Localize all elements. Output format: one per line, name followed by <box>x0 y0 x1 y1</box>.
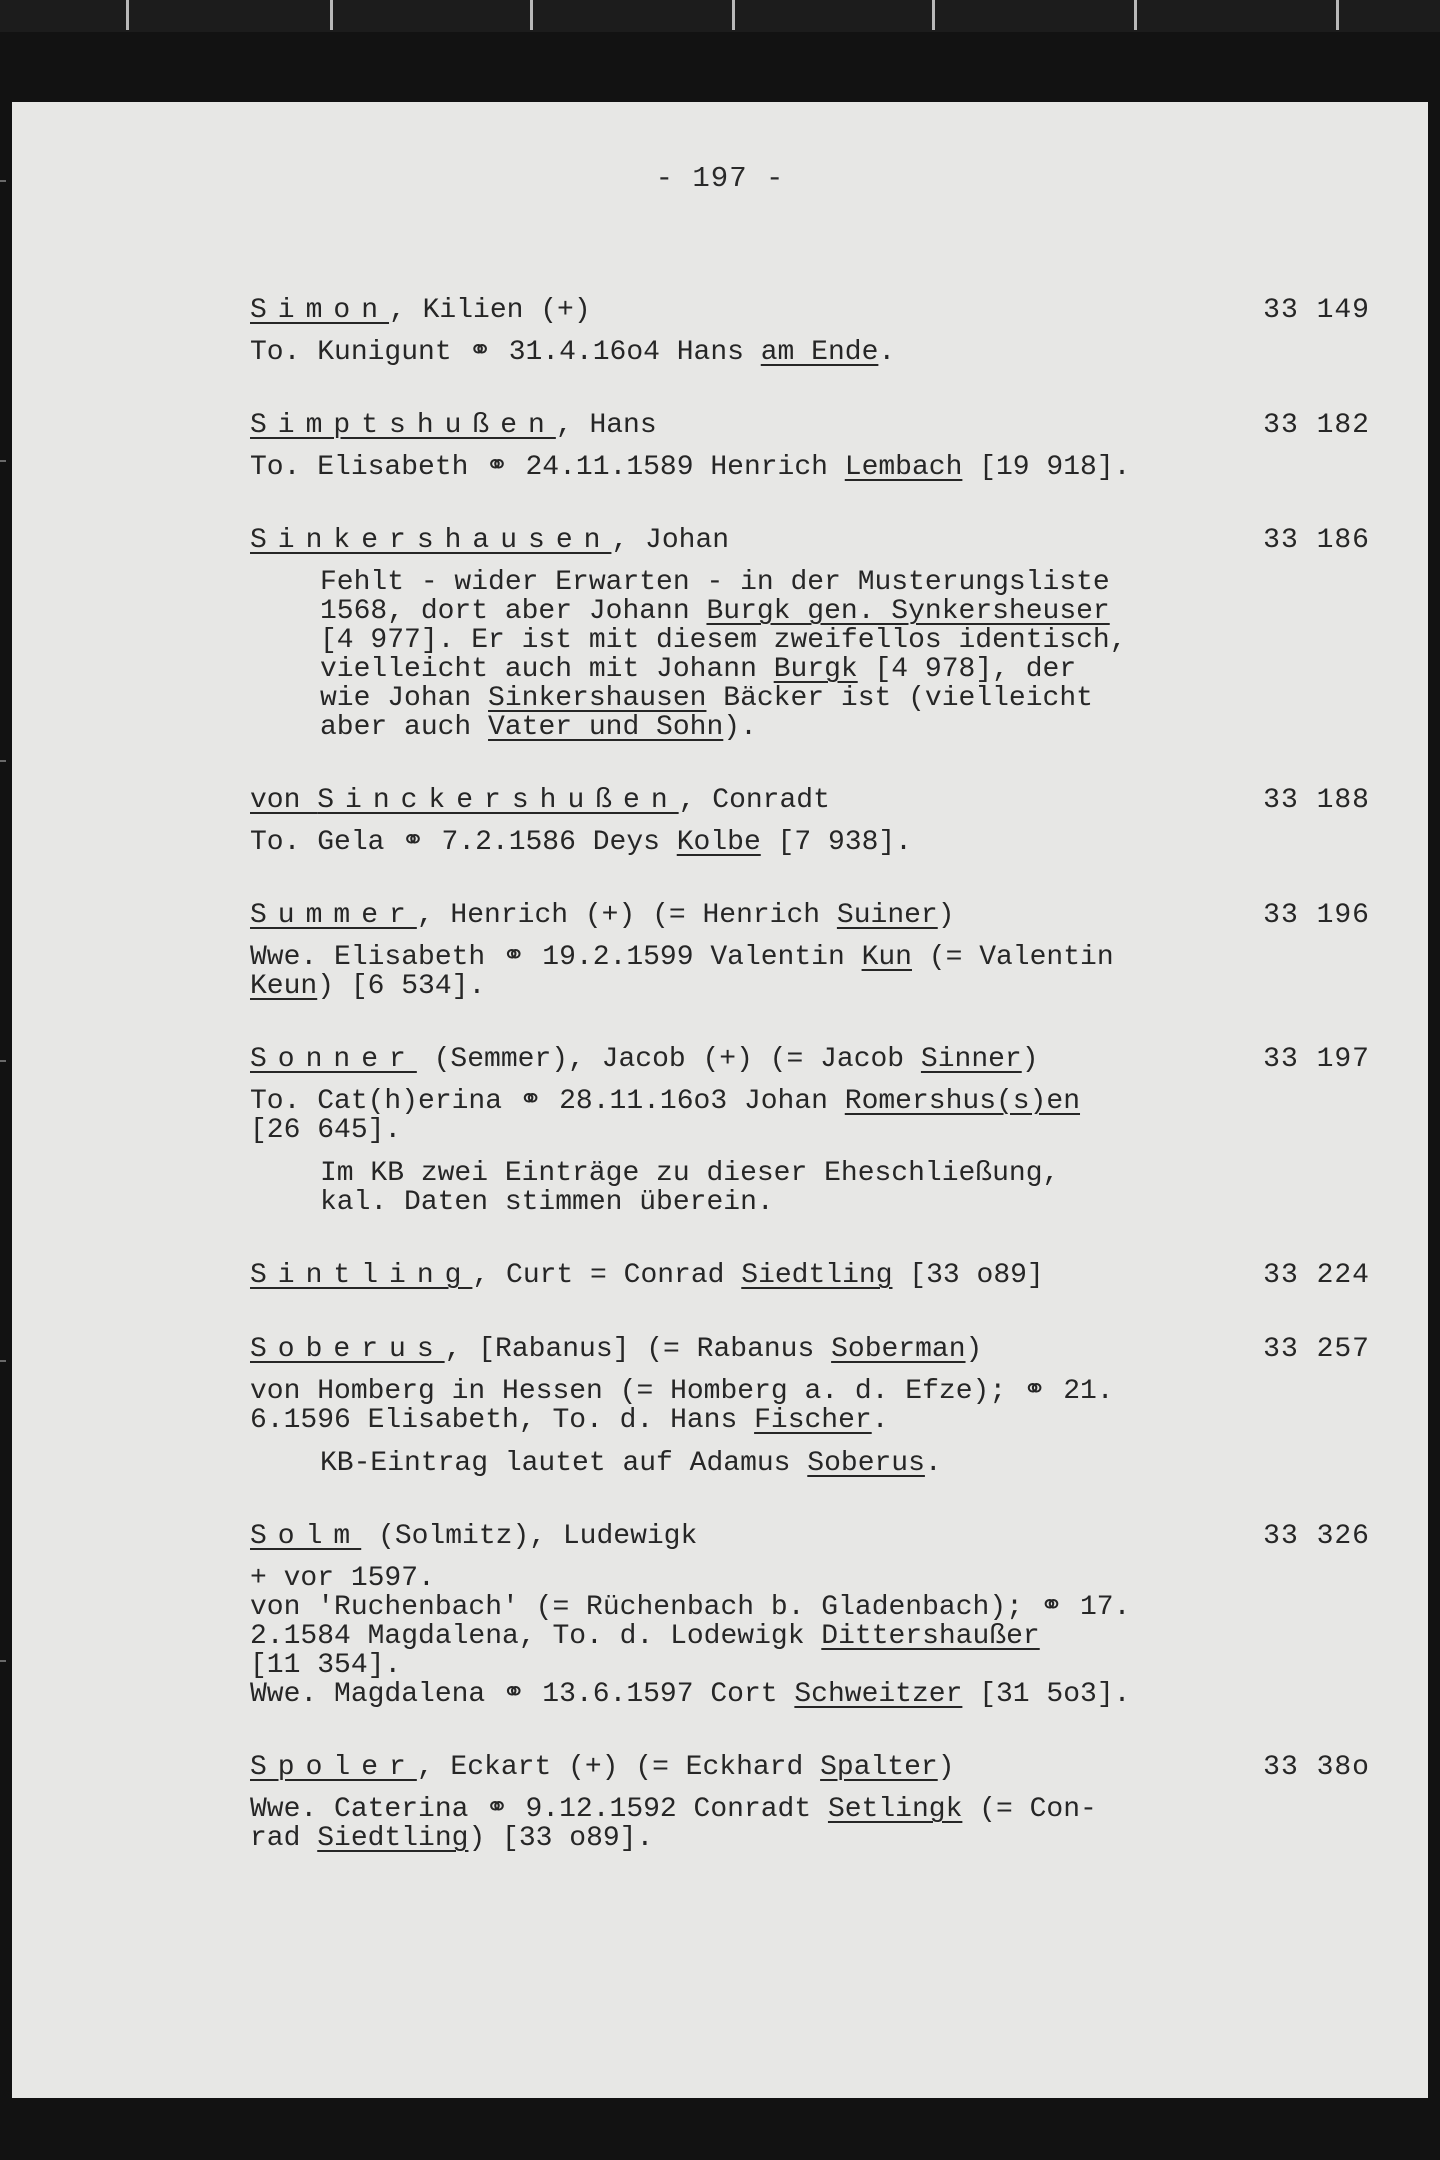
entry-text <box>250 943 1370 1001</box>
page-number: - 197 - <box>655 162 785 195</box>
entry-text <box>250 1087 1370 1145</box>
text-line: Wwe. Caterina ⚭ 9.12.1592 Conradt Setlingk (= Con- <box>250 1794 1097 1825</box>
variant-name: Soberman <box>831 1334 966 1365</box>
variant-name: Siedtling <box>741 1260 893 1291</box>
entry-number: 33 197 <box>1263 1044 1370 1075</box>
variant-name: Sinner <box>920 1044 1022 1075</box>
film-tick <box>1336 0 1339 30</box>
surname: Spoler <box>250 1752 417 1783</box>
register-entry <box>250 1335 1370 1478</box>
entry-heading <box>250 901 1370 931</box>
heading-suffix: [33 o89] <box>892 1260 1044 1291</box>
note-line: wie Johan Sinkershausen Bäcker ist (vielleicht <box>320 683 1093 714</box>
register-entry <box>250 1522 1370 1709</box>
underlined-name: Fischer <box>754 1405 872 1436</box>
text-line: Wwe. Elisabeth ⚭ 19.2.1599 Valentin Kun (= Valentin <box>250 942 1114 973</box>
film-tick <box>732 0 735 30</box>
text-line: [11 354]. <box>250 1650 402 1681</box>
given-name: , Kilien (+) <box>389 295 591 326</box>
given-name: (Solmitz), Ludewigk <box>361 1521 698 1552</box>
entry-note <box>250 568 1370 742</box>
underlined-name: Siedtling <box>317 1823 469 1854</box>
text-line: To. Gela ⚭ 7.2.1586 Deys Kolbe [7 938]. <box>250 827 912 858</box>
register-entry <box>250 411 1370 482</box>
entry-note <box>250 1449 1370 1478</box>
underlined-name: Vater und Sohn <box>488 712 724 743</box>
underlined-name: Kolbe <box>676 827 761 858</box>
register-entry <box>250 296 1370 367</box>
entry-number: 33 326 <box>1263 1521 1370 1552</box>
register-entry <box>250 526 1370 742</box>
note-line: KB-Eintrag lautet auf Adamus Soberus. <box>320 1448 942 1479</box>
surname: Sinckershußen <box>317 785 679 816</box>
text-line: 2.1584 Magdalena, To. d. Lodewigk Dittershaußer <box>250 1621 1040 1652</box>
note-line: vielleicht auch mit Johann Burgk [4 978], der <box>320 654 1077 685</box>
given-name: , Hans <box>555 410 657 441</box>
entry-heading <box>250 296 1370 326</box>
note-line: Im KB zwei Einträge zu dieser Eheschließung, <box>320 1158 1060 1189</box>
film-tick <box>1134 0 1137 30</box>
entry-heading <box>250 1335 1370 1365</box>
film-tick <box>932 0 935 30</box>
film-edge-mark <box>0 460 6 462</box>
register-entry <box>250 1753 1370 1853</box>
entry-text <box>250 1377 1370 1435</box>
text-line: von 'Ruchenbach' (= Rüchenbach b. Gladenbach); ⚭ 17. <box>250 1592 1131 1623</box>
heading-suffix: ) <box>965 1334 983 1365</box>
film-edge-mark <box>0 180 6 182</box>
surname: Solm <box>250 1521 362 1552</box>
entry-heading <box>250 786 1370 816</box>
note-line: 1568, dort aber Johann Burgk gen. Synkersheuser <box>320 596 1110 627</box>
text-line: To. Cat(h)erina ⚭ 28.11.16o3 Johan Romershus(s)en <box>250 1086 1081 1117</box>
entry-text <box>250 1564 1370 1709</box>
given-name: , Eckart (+) (= Eckhard <box>416 1752 821 1783</box>
underlined-name: am Ende <box>760 337 879 368</box>
surname: Soberus <box>250 1334 445 1365</box>
surname: Sintling <box>250 1260 473 1291</box>
entry-text <box>250 828 1370 857</box>
given-name: (Semmer), Jacob (+) (= Jacob <box>416 1044 921 1075</box>
text-line: Wwe. Magdalena ⚭ 13.6.1597 Cort Schweitzer [31 5o3]. <box>250 1679 1131 1710</box>
film-edge-mark <box>0 1660 6 1662</box>
entry-text <box>250 453 1370 482</box>
entry-text <box>250 338 1370 367</box>
text-line: rad Siedtling) [33 o89]. <box>250 1823 654 1854</box>
text-line: Keun) [6 534]. <box>250 971 486 1002</box>
note-line: aber auch Vater und Sohn). <box>320 712 757 743</box>
entry-number: 33 186 <box>1263 525 1370 556</box>
text-line: 6.1596 Elisabeth, To. d. Hans Fischer. <box>250 1405 889 1436</box>
given-name: , Curt = Conrad <box>472 1260 742 1291</box>
register-entry <box>250 1045 1370 1217</box>
entry-note <box>250 1159 1370 1217</box>
entry-number: 33 182 <box>1263 410 1370 441</box>
underlined-name: Burgk <box>773 654 858 685</box>
film-strip-top <box>0 0 1440 32</box>
heading-suffix: ) <box>1021 1044 1039 1075</box>
heading-suffix: ) <box>937 900 955 931</box>
surname: Summer <box>250 900 417 931</box>
underlined-name: Lembach <box>844 452 963 483</box>
underlined-name: Burgk gen. Synkersheuser <box>706 596 1110 627</box>
note-line: [4 977]. Er ist mit diesem zweifellos identisch, <box>320 625 1127 656</box>
given-name: , Conradt <box>678 785 830 816</box>
film-edge-mark <box>0 1060 6 1062</box>
heading-suffix: ) <box>937 1752 955 1783</box>
entry-heading <box>250 1753 1370 1783</box>
entry-heading <box>250 411 1370 441</box>
surname: Simon <box>250 295 390 326</box>
entry-text <box>250 1795 1370 1853</box>
surname: Simptshußen <box>250 410 556 441</box>
text-line: + vor 1597. <box>250 1563 435 1594</box>
text-line: [26 645]. <box>250 1115 402 1146</box>
entry-number: 33 257 <box>1263 1334 1370 1365</box>
given-name: , Johan <box>611 525 730 556</box>
entry-list <box>250 296 1370 1897</box>
film-tick <box>126 0 129 30</box>
text-line: To. Kunigunt ⚭ 31.4.16o4 Hans am Ende. <box>250 337 896 368</box>
variant-name: Suiner <box>836 900 938 931</box>
underlined-name: Soberus <box>807 1448 925 1479</box>
name-prefix: von <box>250 785 318 816</box>
underlined-name: Schweitzer <box>794 1679 963 1710</box>
entry-number: 33 196 <box>1263 900 1370 931</box>
film-tick <box>330 0 333 30</box>
underlined-name: Kun <box>861 942 912 973</box>
entry-heading <box>250 526 1370 556</box>
film-edge-mark <box>0 760 6 762</box>
note-line: kal. Daten stimmen überein. <box>320 1187 774 1218</box>
register-entry <box>250 1261 1370 1291</box>
register-entry <box>250 901 1370 1001</box>
entry-number: 33 38o <box>1263 1752 1370 1783</box>
entry-number: 33 149 <box>1263 295 1370 326</box>
film-tick <box>530 0 533 30</box>
underlined-name: Keun <box>250 971 318 1002</box>
surname: Sonner <box>250 1044 417 1075</box>
variant-name: Spalter <box>820 1752 938 1783</box>
given-name: , [Rabanus] (= Rabanus <box>444 1334 832 1365</box>
entry-number: 33 224 <box>1263 1260 1370 1291</box>
entry-heading <box>250 1045 1370 1075</box>
surname: Sinkershausen <box>250 525 612 556</box>
underlined-name: Romershus(s)en <box>844 1086 1081 1117</box>
document-page <box>12 102 1428 2098</box>
underlined-name: Dittershaußer <box>821 1621 1040 1652</box>
entry-heading <box>250 1522 1370 1552</box>
underlined-name: Setlingk <box>827 1794 963 1825</box>
entry-number: 33 188 <box>1263 785 1370 816</box>
underlined-name: Sinkershausen <box>488 683 707 714</box>
text-line: To. Elisabeth ⚭ 24.11.1589 Henrich Lembach [19 918]. <box>250 452 1131 483</box>
text-line: von Homberg in Hessen (= Homberg a. d. Efze); ⚭ 21. <box>250 1376 1114 1407</box>
entry-heading <box>250 1261 1370 1291</box>
register-entry <box>250 786 1370 857</box>
given-name: , Henrich (+) (= Henrich <box>416 900 837 931</box>
note-line: Fehlt - wider Erwarten - in der Musterungsliste <box>320 567 1110 598</box>
film-edge-mark <box>0 1360 6 1362</box>
